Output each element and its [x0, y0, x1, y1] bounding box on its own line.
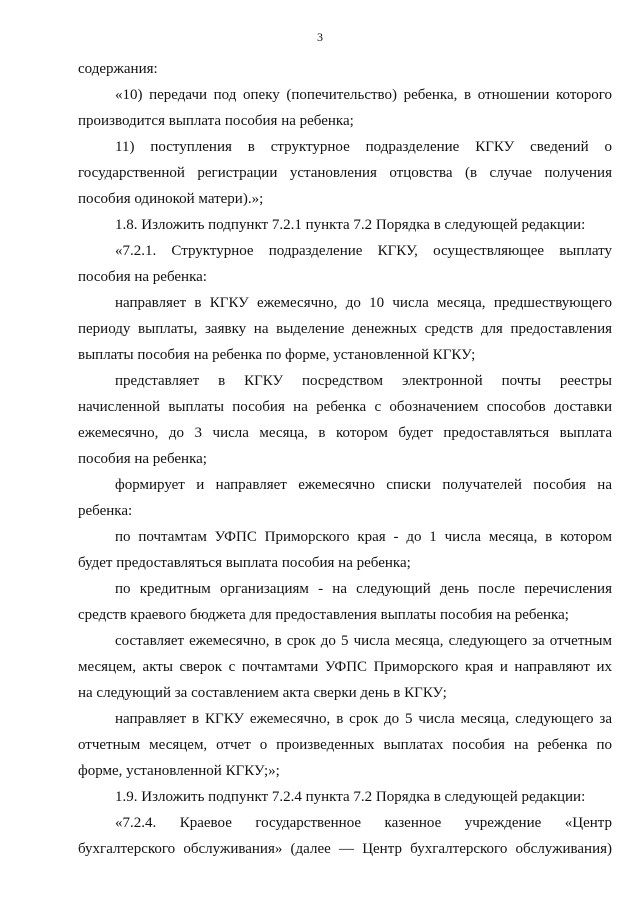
text-line: направляет в КГКУ ежемесячно, до 10 числа месяца, предшествующего [115, 295, 612, 311]
text-line: по почтамтам УФПС Приморского края - до 1 числа месяца, в котором [115, 529, 612, 545]
text-line: содержания: [78, 61, 158, 77]
text-line: периоду выплаты, заявку на выделение денежных средств для предоставления [78, 321, 612, 337]
page-number: 3 [317, 30, 323, 44]
document-body [78, 56, 612, 862]
text-line: производится выплата пособия на ребенка; [78, 113, 354, 129]
text-line: пособия на ребенка: [78, 269, 207, 285]
text-line: по кредитным организациям - на следующий день после перечисления [115, 581, 612, 597]
text-line: на следующий за составлением акта сверки день в КГКУ; [78, 685, 447, 701]
text-line: выплаты пособия на ребенка по форме, установленной КГКУ; [78, 347, 476, 363]
text-line: будет предоставляться выплата пособия на ребенка; [78, 555, 411, 571]
text-line: начисленной выплаты пособия на ребенка с обозначением способов доставки [78, 399, 612, 415]
text-line: 1.8. Изложить подпункт 7.2.1 пункта 7.2 Порядка в следующей редакции: [115, 217, 586, 233]
text-line: направляет в КГКУ ежемесячно, в срок до 5 числа месяца, следующего за [115, 711, 612, 727]
text-line: пособия на ребенка; [78, 451, 207, 467]
text-line: месяцем, акты сверок с почтамтами УФПС Приморского края и направляют их [78, 659, 612, 675]
text-line: пособия одинокой матери).»; [78, 191, 264, 207]
text-line: «10) передачи под опеку (попечительство) ребенка, в отношении которого [115, 87, 612, 103]
text-line: «7.2.1. Структурное подразделение КГКУ, осуществляющее выплату [115, 243, 612, 259]
text-line: средств краевого бюджета для предоставления выплаты пособия на ребенка; [78, 607, 569, 623]
text-line: ребенка: [78, 503, 133, 519]
text-line: форме, установленной КГКУ;»; [78, 763, 280, 779]
text-line: «7.2.4. Краевое государственное казенное учреждение «Центр [115, 815, 612, 831]
text-line: бухгалтерского обслуживания» (далее — Центр бухгалтерского обслуживания) [78, 841, 612, 857]
text-line: ежемесячно, до 3 числа месяца, в котором будет предоставляться выплата [78, 425, 612, 441]
text-line: 11) поступления в структурное подразделение КГКУ сведений о [115, 139, 612, 155]
text-line: 1.9. Изложить подпункт 7.2.4 пункта 7.2 Порядка в следующей редакции: [115, 789, 586, 805]
text-line: представляет в КГКУ посредством электронной почты реестры [115, 373, 612, 389]
text-line: составляет ежемесячно, в срок до 5 числа месяца, следующего за отчетным [115, 633, 612, 649]
text-line: государственной регистрации установления отцовства (в случае получения [78, 165, 612, 181]
text-line: отчетным месяцем, отчет о произведенных выплатах пособия на ребенка по [78, 737, 612, 753]
text-line: формирует и направляет ежемесячно списки получателей пособия на [115, 477, 612, 493]
